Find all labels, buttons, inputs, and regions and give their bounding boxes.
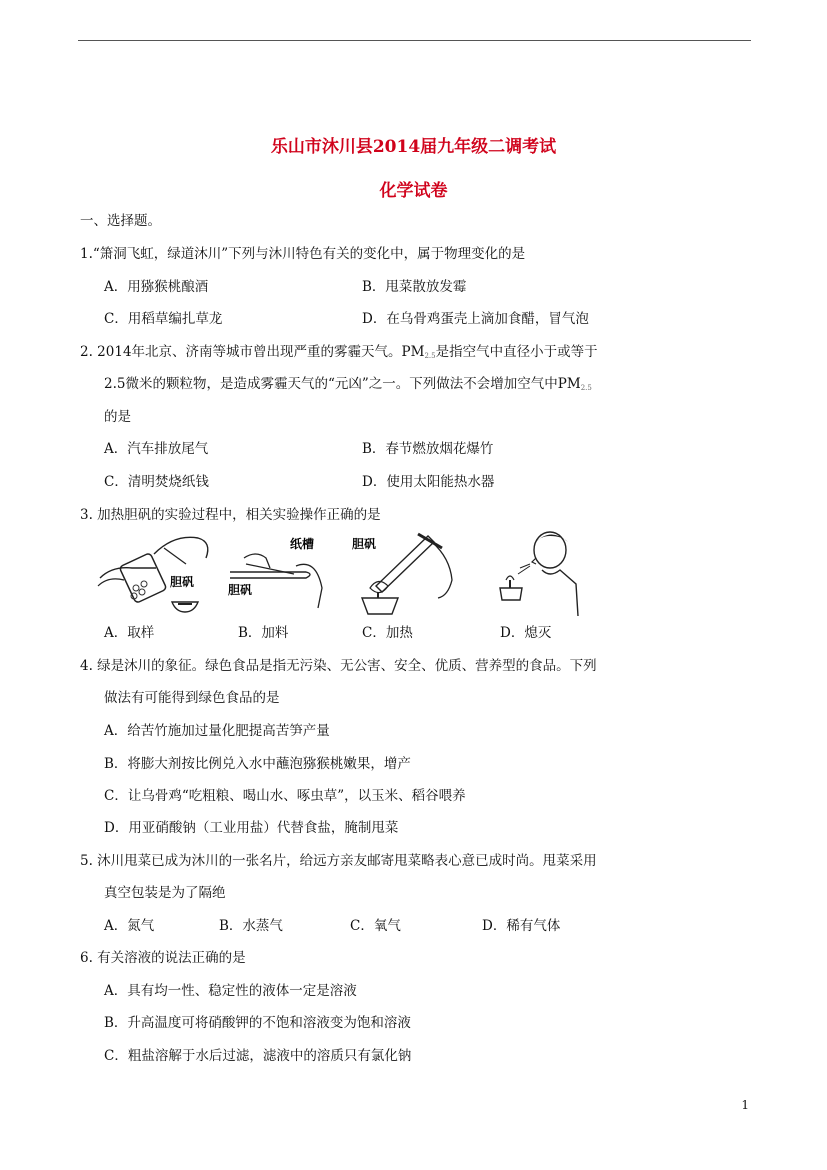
fig-adding [226, 528, 336, 618]
q4-option-d: D．用亚硝酸钠（工业用盐）代替食盐，腌制甩菜 [104, 820, 399, 836]
q4-option-a: A．给苦竹施加过量化肥提高苦笋产量 [104, 723, 330, 739]
q3-option-c: C．加热 [362, 625, 413, 641]
fig-extinguish [492, 528, 592, 618]
pm-subscript: 2.5 [580, 384, 592, 392]
q2-line2 [104, 376, 592, 396]
q2-option-d: D．使用太阳能热水器 [362, 474, 495, 490]
q4-line2: 做法有可能得到绿色食品的是 [104, 690, 280, 706]
q5-option-a: A．氮气 [104, 918, 155, 934]
q5-option-d: D．稀有气体 [482, 918, 561, 934]
fig-label-danfan: 胆矾 [228, 583, 253, 597]
exam-title: 乐山市沐川县2014届九年级二调考试 [270, 137, 557, 157]
fig-sampling [94, 528, 219, 618]
header-rule [78, 40, 751, 41]
q6-option-c: C．粗盐溶解于水后过滤，滤液中的溶质只有氯化钠 [104, 1048, 412, 1064]
fig-heating [348, 528, 468, 618]
q3-stem: 3. 加热胆矾的实验过程中，相关实验操作正确的是 [80, 507, 381, 523]
q2-line1 [80, 344, 598, 364]
q2-line2-pre: 2.5微米的颗粒物，是造成雾霾天气的“元凶”之一。下列做法不会增加空气中PM [104, 376, 581, 392]
q1-stem: 1.“箫洞飞虹，绿道沐川”下列与沐川特色有关的变化中，属于物理变化的是 [80, 246, 526, 262]
fig-label-danfan: 胆矾 [170, 575, 195, 589]
q3-option-d: D．熄灭 [500, 625, 552, 641]
q6-option-b: B．升高温度可将硝酸钾的不饱和溶液变为饱和溶液 [104, 1015, 411, 1031]
q4-option-c: C．让乌骨鸡“吃粗粮、喝山水、啄虫草”，以玉米、稻谷喂养 [104, 788, 466, 804]
q5-line2: 真空包装是为了隔绝 [104, 885, 226, 901]
q5-line1: 5. 沐川甩菜已成为沐川的一张名片，给远方亲友邮寄甩菜略表心意已成时尚。甩菜采用 [80, 853, 597, 869]
q1-option-c: C．用稻草编扎草龙 [104, 311, 223, 327]
q2-line3: 的是 [104, 409, 131, 425]
q4-line1: 4. 绿是沐川的象征。绿色食品是指无污染、无公害、安全、优质、营养型的食品。下列 [80, 658, 597, 674]
exam-subtitle: 化学试卷 [379, 181, 448, 201]
q5-option-b: B．水蒸气 [219, 918, 283, 934]
q1-option-d: D．在乌骨鸡蛋壳上滴加食醋，冒气泡 [362, 311, 589, 327]
q2-line1-pre: 2. 2014年北京、济南等城市曾出现严重的雾霾天气。PM [80, 344, 425, 360]
q3-option-b: B．加料 [238, 625, 289, 641]
section-heading: 一、选择题。 [80, 213, 161, 229]
q6-stem: 6. 有关溶液的说法正确的是 [80, 950, 246, 966]
fig-label-zhicao: 纸槽 [290, 537, 315, 551]
q2-option-b: B．春节燃放烟花爆竹 [362, 441, 494, 457]
page-number: 1 [741, 1098, 749, 1112]
q2-line1-post: 是指空气中直径小于或等于 [435, 344, 598, 360]
q6-option-a: A．具有均一性、稳定性的液体一定是溶液 [104, 983, 357, 999]
q5-option-c: C．氧气 [350, 918, 401, 934]
q3-option-a: A．取样 [104, 625, 155, 641]
q2-option-c: C．清明焚烧纸钱 [104, 474, 209, 490]
q1-option-a: A．用猕猴桃酿酒 [104, 279, 209, 295]
q2-option-a: A．汽车排放尾气 [104, 441, 209, 457]
pm-subscript: 2.5 [424, 352, 436, 360]
fig-label-danfan: 胆矾 [352, 537, 377, 551]
q1-option-b: B．甩菜散放发霉 [362, 279, 467, 295]
q4-option-b: B．将膨大剂按比例兑入水中蘸泡猕猴桃嫩果，增产 [104, 756, 411, 772]
